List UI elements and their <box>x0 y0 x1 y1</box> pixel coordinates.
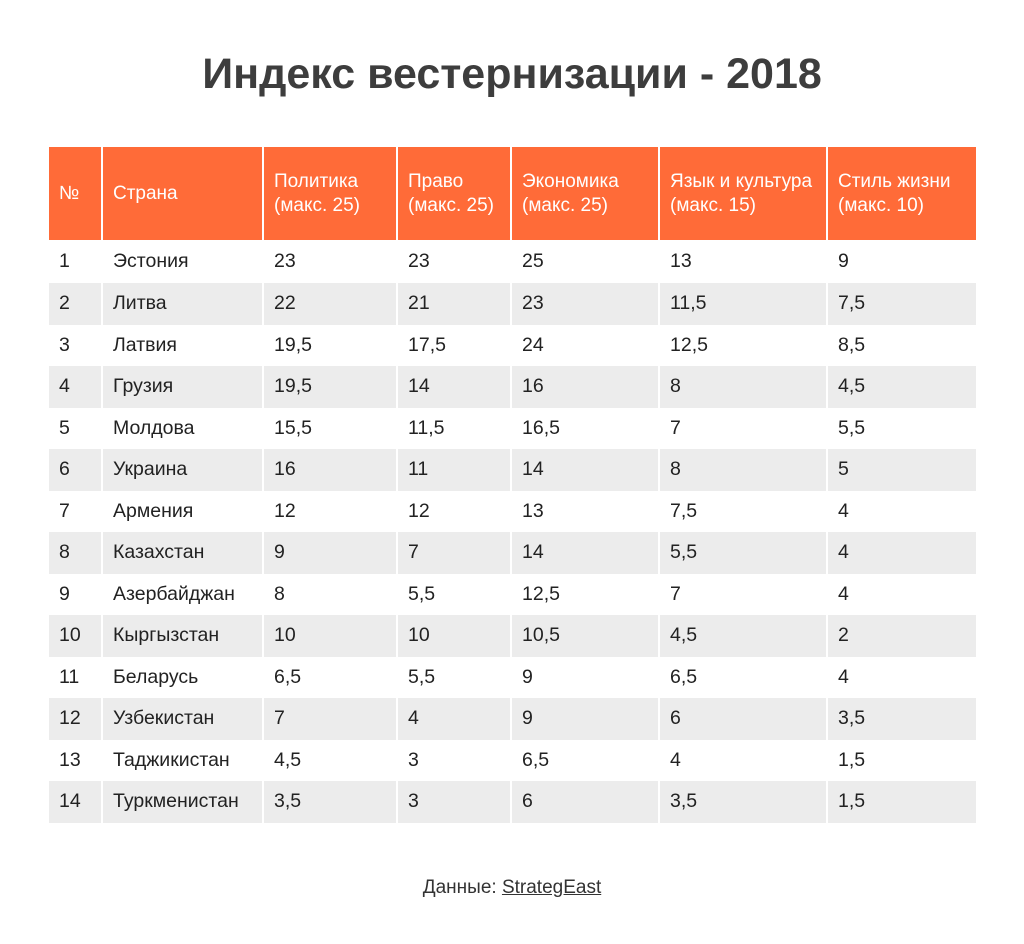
cell-economy: 6,5 <box>512 740 658 782</box>
cell-lifestyle: 8,5 <box>828 325 976 367</box>
cell-lifestyle: 1,5 <box>828 740 976 782</box>
cell-politics: 4,5 <box>264 740 396 782</box>
cell-country: Украина <box>103 449 262 491</box>
cell-country: Армения <box>103 491 262 533</box>
cell-law: 23 <box>398 240 510 283</box>
cell-economy: 23 <box>512 283 658 325</box>
cell-politics: 16 <box>264 449 396 491</box>
table-row <box>49 781 976 823</box>
cell-politics: 19,5 <box>264 325 396 367</box>
table-row <box>49 240 976 283</box>
cell-country: Грузия <box>103 366 262 408</box>
cell-law: 7 <box>398 532 510 574</box>
cell-language-culture: 3,5 <box>660 781 826 823</box>
cell-language-culture: 8 <box>660 449 826 491</box>
cell-politics: 19,5 <box>264 366 396 408</box>
cell-politics: 6,5 <box>264 657 396 699</box>
source-link[interactable]: StrategEast <box>501 877 602 898</box>
table-row <box>49 574 976 616</box>
cell-language-culture: 11,5 <box>660 283 826 325</box>
table-row <box>49 532 976 574</box>
cell-language-culture: 7 <box>660 408 826 450</box>
cell-lifestyle: 4,5 <box>828 366 976 408</box>
cell-country: Туркменистан <box>103 781 262 823</box>
cell-lifestyle: 5,5 <box>828 408 976 450</box>
table-row <box>49 740 976 782</box>
table-container <box>49 147 974 823</box>
cell-law: 11,5 <box>398 408 510 450</box>
cell-economy: 24 <box>512 325 658 367</box>
cell-economy: 10,5 <box>512 615 658 657</box>
page-title: Индекс вестернизации - 2018 <box>202 50 822 98</box>
cell-country: Молдова <box>103 408 262 450</box>
cell-number: 13 <box>49 740 101 782</box>
cell-lifestyle: 4 <box>828 657 976 699</box>
cell-country: Казахстан <box>103 532 262 574</box>
cell-number: 9 <box>49 574 101 616</box>
cell-lifestyle: 2 <box>828 615 976 657</box>
table-row <box>49 283 976 325</box>
cell-number: 12 <box>49 698 101 740</box>
cell-number: 7 <box>49 491 101 533</box>
cell-politics: 9 <box>264 532 396 574</box>
cell-number: 1 <box>49 240 101 283</box>
table-row <box>49 366 976 408</box>
cell-country: Азербайджан <box>103 574 262 616</box>
source-label: Данные: <box>422 877 502 898</box>
cell-language-culture: 6,5 <box>660 657 826 699</box>
cell-number: 3 <box>49 325 101 367</box>
cell-language-culture: 8 <box>660 366 826 408</box>
cell-politics: 8 <box>264 574 396 616</box>
cell-politics: 3,5 <box>264 781 396 823</box>
cell-law: 11 <box>398 449 510 491</box>
cell-law: 10 <box>398 615 510 657</box>
cell-country: Эстония <box>103 240 262 283</box>
cell-lifestyle: 9 <box>828 240 976 283</box>
header-cell-country: Страна <box>103 147 262 240</box>
cell-economy: 14 <box>512 532 658 574</box>
cell-number: 10 <box>49 615 101 657</box>
cell-law: 5,5 <box>398 574 510 616</box>
header-cell-number: № <box>49 147 101 240</box>
cell-lifestyle: 4 <box>828 532 976 574</box>
cell-language-culture: 6 <box>660 698 826 740</box>
cell-number: 8 <box>49 532 101 574</box>
cell-law: 14 <box>398 366 510 408</box>
cell-language-culture: 7,5 <box>660 491 826 533</box>
table-row <box>49 698 976 740</box>
header-cell-lifestyle: Стиль жизни (макс. 10) <box>828 147 976 240</box>
cell-language-culture: 7 <box>660 574 826 616</box>
header-cell-politics: Политика (макс. 25) <box>264 147 396 240</box>
cell-language-culture: 13 <box>660 240 826 283</box>
cell-economy: 16 <box>512 366 658 408</box>
westernization-table <box>47 147 978 823</box>
cell-politics: 12 <box>264 491 396 533</box>
cell-law: 17,5 <box>398 325 510 367</box>
cell-country: Беларусь <box>103 657 262 699</box>
cell-economy: 25 <box>512 240 658 283</box>
cell-country: Таджикистан <box>103 740 262 782</box>
table-row <box>49 449 976 491</box>
cell-lifestyle: 5 <box>828 449 976 491</box>
cell-economy: 12,5 <box>512 574 658 616</box>
cell-economy: 16,5 <box>512 408 658 450</box>
source-line <box>0 876 1024 900</box>
cell-law: 4 <box>398 698 510 740</box>
cell-economy: 6 <box>512 781 658 823</box>
cell-language-culture: 5,5 <box>660 532 826 574</box>
cell-politics: 15,5 <box>264 408 396 450</box>
header-cell-economy: Экономика (макс. 25) <box>512 147 658 240</box>
cell-lifestyle: 4 <box>828 491 976 533</box>
cell-country: Латвия <box>103 325 262 367</box>
cell-law: 3 <box>398 781 510 823</box>
cell-politics: 10 <box>264 615 396 657</box>
cell-economy: 9 <box>512 657 658 699</box>
cell-number: 4 <box>49 366 101 408</box>
table-row <box>49 657 976 699</box>
cell-economy: 13 <box>512 491 658 533</box>
table-header-row <box>49 147 976 240</box>
cell-language-culture: 4 <box>660 740 826 782</box>
cell-politics: 22 <box>264 283 396 325</box>
cell-number: 11 <box>49 657 101 699</box>
cell-law: 12 <box>398 491 510 533</box>
table-row <box>49 491 976 533</box>
cell-politics: 7 <box>264 698 396 740</box>
cell-country: Кыргызстан <box>103 615 262 657</box>
cell-number: 5 <box>49 408 101 450</box>
cell-law: 3 <box>398 740 510 782</box>
cell-lifestyle: 1,5 <box>828 781 976 823</box>
cell-country: Узбекистан <box>103 698 262 740</box>
cell-lifestyle: 4 <box>828 574 976 616</box>
cell-law: 21 <box>398 283 510 325</box>
table-row <box>49 325 976 367</box>
cell-language-culture: 4,5 <box>660 615 826 657</box>
cell-number: 2 <box>49 283 101 325</box>
cell-politics: 23 <box>264 240 396 283</box>
cell-economy: 9 <box>512 698 658 740</box>
cell-number: 14 <box>49 781 101 823</box>
cell-language-culture: 12,5 <box>660 325 826 367</box>
cell-law: 5,5 <box>398 657 510 699</box>
cell-lifestyle: 3,5 <box>828 698 976 740</box>
cell-country: Литва <box>103 283 262 325</box>
cell-number: 6 <box>49 449 101 491</box>
header-cell-law: Право (макс. 25) <box>398 147 510 240</box>
cell-economy: 14 <box>512 449 658 491</box>
table-row <box>49 615 976 657</box>
table-body <box>49 240 976 823</box>
cell-lifestyle: 7,5 <box>828 283 976 325</box>
header-cell-language-culture: Язык и культура (макс. 15) <box>660 147 826 240</box>
table-row <box>49 408 976 450</box>
